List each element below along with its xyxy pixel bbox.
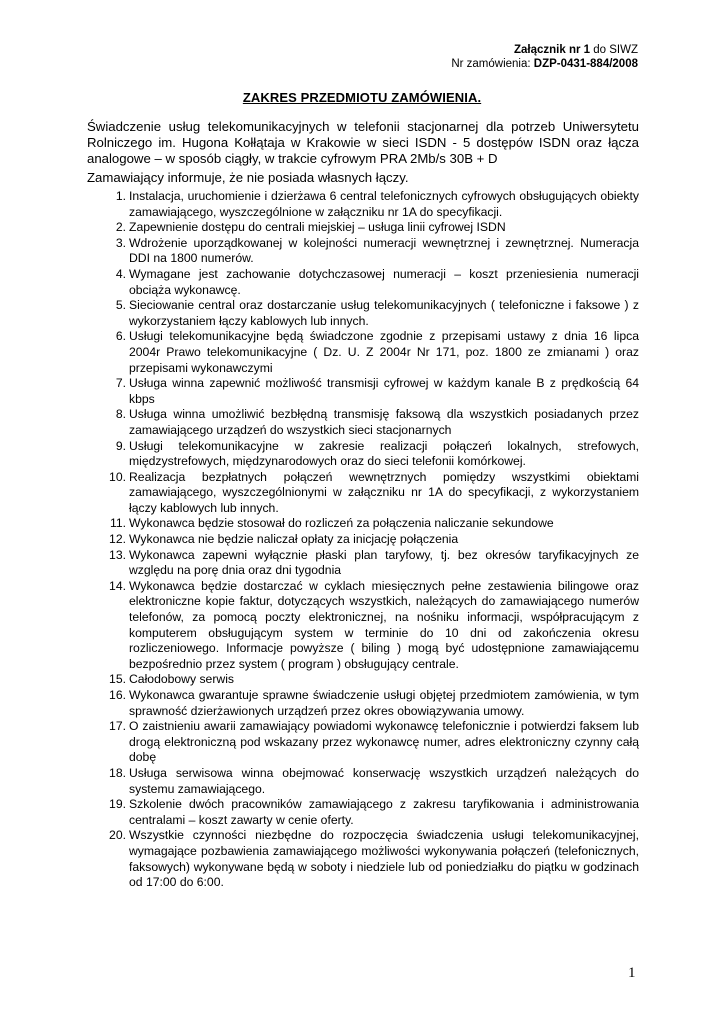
list-item-number: 10. [109,469,126,484]
order-number: DZP-0431-884/2008 [533,58,638,70]
list-item [87,470,639,517]
document-title: ZAKRES PRZEDMIOTU ZAMÓWIENIA. [242,90,482,105]
list-item [87,407,639,438]
list-item-number: 17. [109,719,126,734]
list-item-text: Wszystkie czynności niezbędne do rozpoczęcia świadczenia usługi telekomunikacyjnej, wymagające pozbawienia zamawiającego możliwości wykonywania połączeń (telefonicznych, faksowych) wykonywane będą w soboty i niedziele lub od poniedziałku do piątku w godzinach od 17:00 do 6:00. [129,828,639,890]
list-item [87,376,639,407]
order-line [451,57,638,71]
list-item-text: Wdrożenie uporządkowanej w kolejności numeracji wewnętrznej i zewnętrznej. Numeracja DDI na 1800 numerów. [129,235,639,266]
list-item-number: 19. [109,797,126,812]
list-item-number: 3. [115,235,126,250]
intro-paragraph: Świadczenie usług telekomunikacyjnych w telefonii stacjonarnej dla potrzeb Uniwersytetu Rolniczego im. Hugona Kołłątaja w Krakowie w sieci ISDN - 5 dostępów ISDN oraz łącza analogowe – w sposób ciągły, w trakcie cyfrowym PRA 2Mb/s 30B + D [87,119,639,166]
list-item-text: Wykonawca nie będzie naliczał opłaty za inicjację połączenia [129,532,459,547]
list-item [87,236,639,267]
list-item-number: 15. [109,672,126,687]
list-item [87,672,639,688]
attachment-line [451,43,638,57]
list-item [87,579,639,673]
list-item-number: 5. [115,298,126,313]
list-item-text: Instalacja, uruchomienie i dzierżawa 6 central telefonicznych cyfrowych obsługujących obiekty zamawiającego, wyszczególnione w załączniku nr 1A do specyfikacji. [129,189,639,219]
list-item-text: Realizacja bezpłatnych połączeń wewnętrznych pomiędzy wszystkimi obiektami zamawiającego, wyszczególnionymi w załączniku nr 1A do specyfikacji, z wykorzystaniem łączy kablowych lub innych. [129,469,639,515]
list-item-number: 16. [109,688,126,702]
list-item-number: 7. [115,376,126,391]
requirements-list [87,189,639,891]
list-item-text: Wykonawca zapewni wyłącznie płaski plan taryfowy, tj. bez okresów taryfikacyjnych ze względu na porę dnia oraz dni tygodnia [129,547,639,578]
list-item [87,532,639,548]
list-item-text: Całodobowy serwis [129,672,234,687]
list-item-number: 2. [115,220,126,235]
list-item-number: 1. [115,189,126,203]
list-item-text: Sieciowanie central oraz dostarczanie usług telekomunikacyjnych ( telefoniczne i faksowe ) z wykorzystaniem łączy kablowych lub innych. [129,298,639,328]
list-item-text: Szkolenie dwóch pracowników zamawiającego z zakresu taryfikowania i administrowania centralami – koszt zawarty w cenie oferty. [129,797,639,827]
list-item-text: Wykonawca będzie stosował do rozliczeń za połączenia naliczanie sekundowe [129,516,554,531]
list-item-number: 9. [115,438,126,453]
list-item-number: 13. [109,547,126,562]
list-item-number: 20. [109,828,126,843]
list-item [87,267,639,298]
list-item [87,220,639,236]
list-item-number: 12. [109,532,126,547]
list-item-text: O zaistnieniu awarii zamawiający powiadomi wykonawcę telefonicznie i potwierdzi faksem lub drogą elektroniczną pod wskazany przez wykonawcę numer, adres elektroniczny czynny całą dobę [129,719,639,765]
order-label: Nr zamówienia: [451,58,534,70]
list-item-text: Wykonawca gwarantuje sprawne świadczenie usługi objętej przedmiotem zamówienia, w tym sprawność dzierżawionych urządzeń przez okres obowiązywania umowy. [129,688,639,718]
list-item [87,548,639,579]
list-item-number: 6. [115,329,126,344]
document-header [451,43,638,71]
attachment-label: Załącznik nr 1 [514,44,591,56]
list-item-number: 11. [109,516,126,531]
list-item [87,688,639,719]
page-number: 1 [628,965,636,981]
list-item-text: Usługi telekomunikacyjne będą świadczone zgodnie z przepisami ustawy z dnia 16 lipca 2004r Prawo telekomunikacyjne ( Dz. U. Z 2004r Nr 171, poz. 1800 ze zmianami ) oraz przepisami wykonawczymi [129,329,639,375]
list-item-text: Wymagane jest zachowanie dotychczasowej numeracji – koszt przeniesienia numeracji obciąża wykonawcę. [129,266,639,297]
list-item [87,189,639,220]
list-item-text: Usługa winna umożliwić bezbłędną transmisję faksową dla wszystkich posiadanych przez zamawiającego urządzeń do wszystkich sieci stacjonarnych [129,407,639,437]
list-item [87,329,639,376]
list-item-number: 14. [109,578,126,593]
list-item-number: 8. [115,407,126,422]
attachment-suffix: do SIWZ [590,44,638,56]
list-item-number: 4. [115,266,126,281]
list-item-text: Zapewnienie dostępu do centrali miejskiej – usługa linii cyfrowej ISDN [129,220,506,235]
list-item [87,298,639,329]
list-item [87,719,639,766]
list-item [87,439,639,470]
list-item [87,797,639,828]
list-item-text: Usługa serwisowa winna obejmować konserwację wszystkich urządzeń należących do systemu zamawiającego. [129,765,639,796]
list-item-text: Wykonawca będzie dostarczać w cyklach miesięcznych pełne zestawienia bilingowe oraz elektroniczne kopie faktur, dotyczących wszystkich, należących do zamawiającego numerów telefonów, za pomocą poczty elektronicznej, na nośniku informacji, współpracującym z komputerem obsługującym system w terminie do 10 dni od zakończenia okresu rozliczeniowego. Informacje powyższe ( biling ) mogą być udostępnione zamawiającemu bezpośrednio przez system ( program ) obsługujący centrale. [129,578,639,671]
list-item-number: 18. [109,765,126,780]
list-item [87,766,639,797]
list-item [87,828,639,890]
list-item-text: Usługi telekomunikacyjne w zakresie realizacji połączeń lokalnych, strefowych, międzystrefowych, międzynarodowych oraz do sieci telefonii komórkowej. [129,438,639,469]
list-item [87,516,639,532]
note-paragraph: Zamawiający informuje, że nie posiada własnych łączy. [87,170,409,185]
list-item-text: Usługa winna zapewnić możliwość transmisji cyfrowej w każdym kanale B z prędkością 64 kbps [129,376,639,406]
